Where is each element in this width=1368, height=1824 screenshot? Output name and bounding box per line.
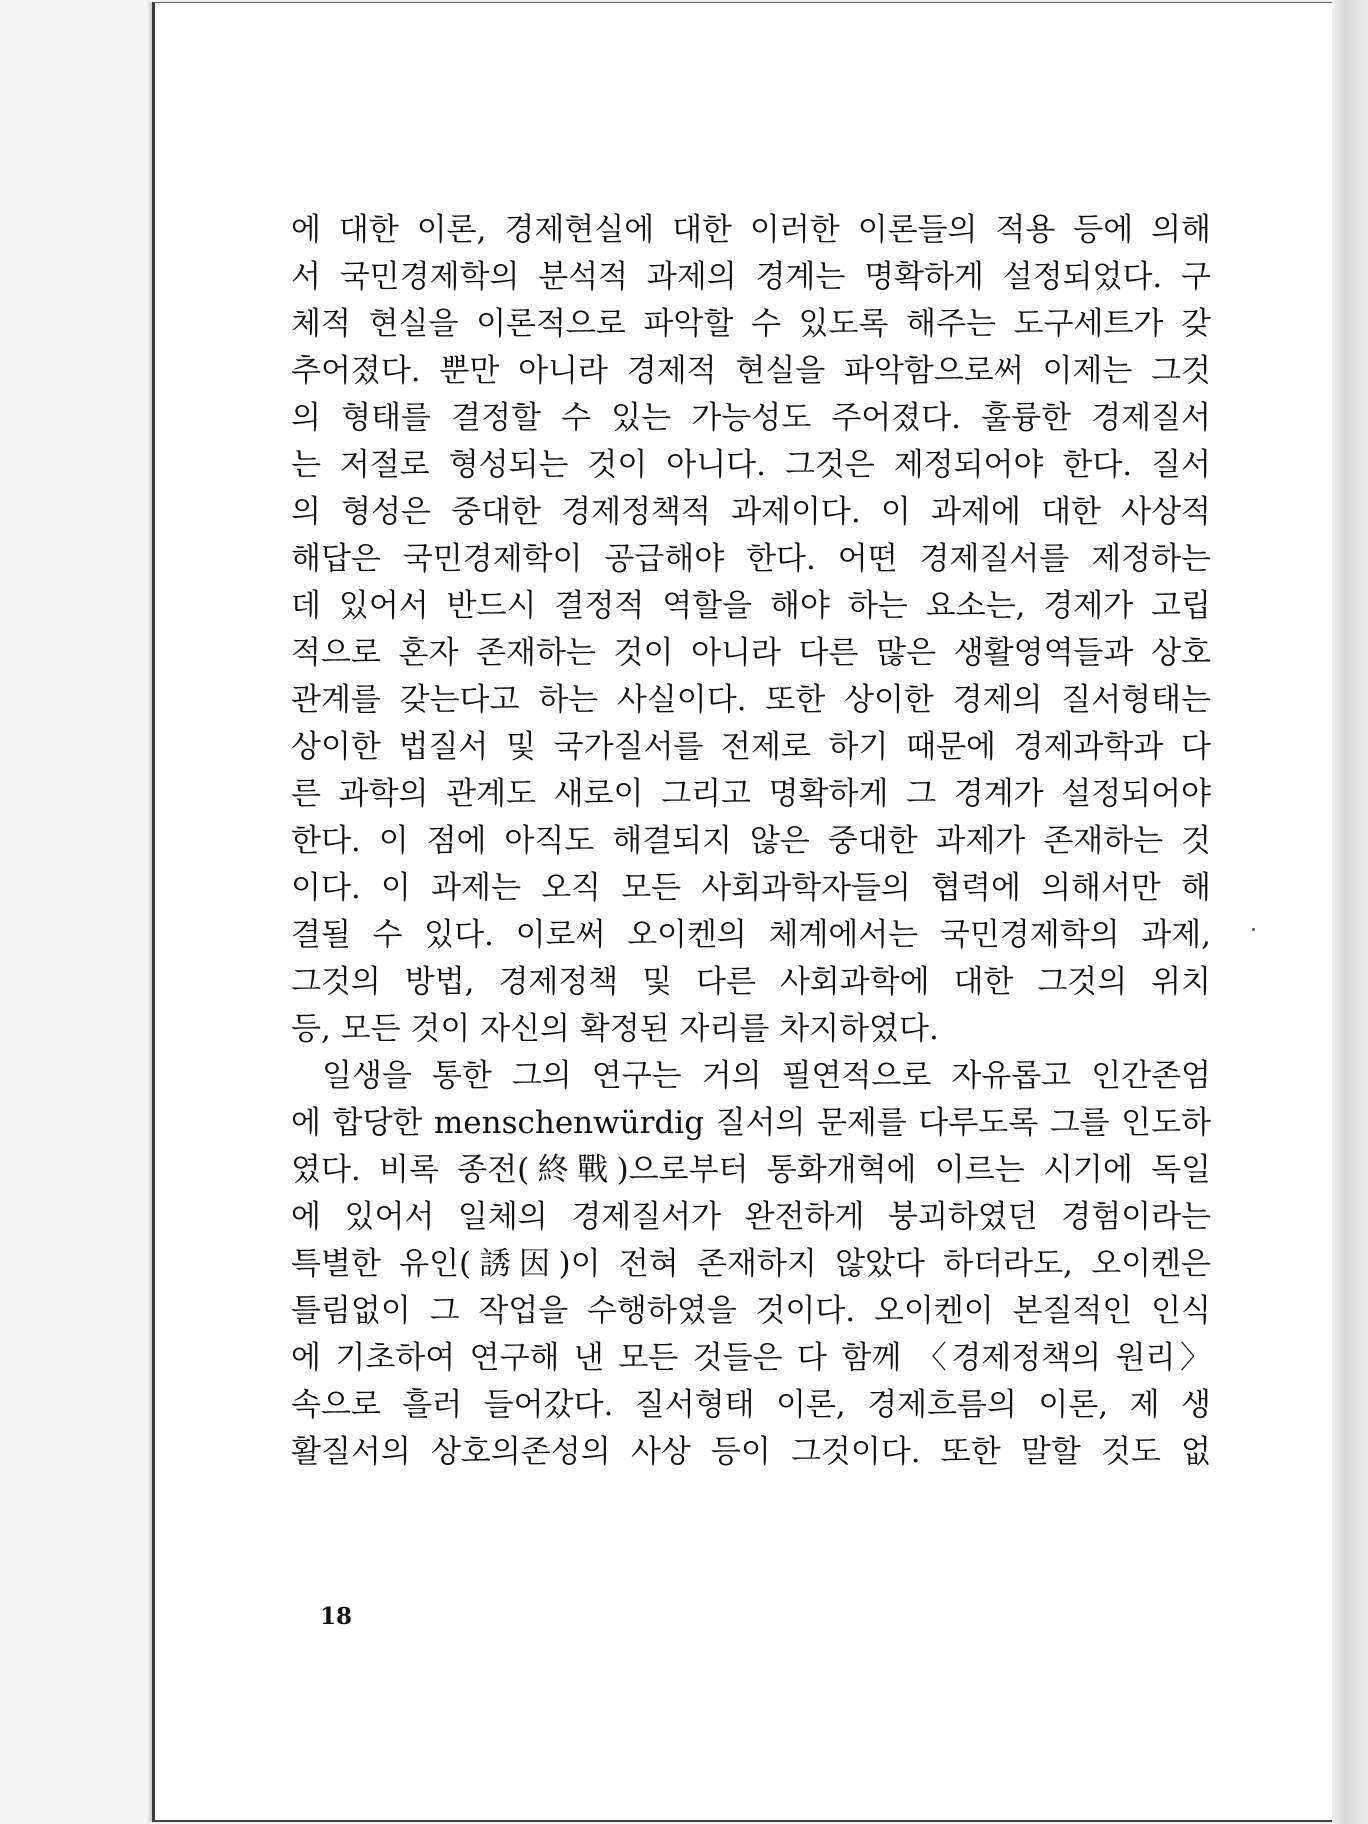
page-body-text <box>291 207 1211 1476</box>
text-line-paragraph-end: 등, 모든 것이 자신의 확정된 자리를 차지하였다. <box>291 1011 939 1047</box>
text-line: 에 기초하여 연구해 낸 모든 것들은 다 함께 〈경제정책의 원리〉 <box>291 1340 1211 1376</box>
text-line-paragraph-start: 일생을 통한 그의 연구는 거의 필연적으로 자유롭고 인간존엄 <box>322 1058 1211 1094</box>
text-line: 에 합당한 menschenwürdig 질서의 문제를 다루도록 그를 인도하 <box>291 1105 1211 1141</box>
text-line: 한다. 이 점에 아직도 해결되지 않은 중대한 과제가 존재하는 것 <box>291 823 1211 859</box>
text-line: 결될 수 있다. 이로써 오이켄의 체계에서는 국민경제학의 과제, <box>291 917 1211 953</box>
text-line: 그것의 방법, 경제정책 및 다른 사회과학에 대한 그것의 위치 <box>291 964 1211 1000</box>
text-line: 해답은 국민경제학이 공급해야 한다. 어떤 경제질서를 제정하는 <box>291 541 1211 577</box>
text-line: 에 있어서 일체의 경제질서가 완전하게 붕괴하였던 경험이라는 <box>291 1199 1211 1235</box>
text-line: 적으로 혼자 존재하는 것이 아니라 다른 많은 생활영역들과 상호 <box>291 635 1211 671</box>
text-line: 상이한 법질서 및 국가질서를 전제로 하기 때문에 경제과학과 다 <box>291 729 1211 765</box>
text-line: 체적 현실을 이론적으로 파악할 수 있도록 해주는 도구세트가 갖 <box>291 306 1211 342</box>
text-line: 추어졌다. 뿐만 아니라 경제적 현실을 파악함으로써 이제는 그것 <box>291 353 1211 389</box>
text-line: 특별한 유인(誘因)이 전혀 존재하지 않았다 하더라도, 오이켄은 <box>291 1246 1211 1282</box>
text-line: 속으로 흘러 들어갔다. 질서형태 이론, 경제흐름의 이론, 제 생 <box>291 1387 1211 1423</box>
text-line: 서 국민경제학의 분석적 과제의 경계는 명확하게 설정되었다. 구 <box>291 259 1211 295</box>
text-line: 이다. 이 과제는 오직 모든 사회과학자들의 협력에 의해서만 해 <box>291 870 1211 906</box>
page-number: 18 <box>320 1603 353 1630</box>
text-line: 는 저절로 형성되는 것이 아니다. 그것은 제정되어야 한다. 질서 <box>291 447 1211 483</box>
text-line: 의 형성은 중대한 경제정책적 과제이다. 이 과제에 대한 사상적 <box>291 494 1211 530</box>
text-line: 틀림없이 그 작업을 수행하였을 것이다. 오이켄이 본질적인 인식 <box>291 1293 1211 1329</box>
text-line: 관계를 갖는다고 하는 사실이다. 또한 상이한 경제의 질서형태는 <box>291 682 1211 718</box>
scan-speck <box>1252 928 1255 931</box>
text-line: 데 있어서 반드시 결정적 역할을 해야 하는 요소는, 경제가 고립 <box>291 588 1211 624</box>
text-line: 에 대한 이론, 경제현실에 대한 이러한 이론들의 적용 등에 의해 <box>291 212 1211 248</box>
text-line: 의 형태를 결정할 수 있는 가능성도 주어졌다. 훌륭한 경제질서 <box>291 400 1211 436</box>
text-line: 였다. 비록 종전(終戰)으로부터 통화개혁에 이르는 시기에 독일 <box>291 1152 1211 1188</box>
text-line: 활질서의 상호의존성의 사상 등이 그것이다. 또한 말할 것도 없 <box>291 1434 1211 1470</box>
text-line: 른 과학의 관계도 새로이 그리고 명확하게 그 경계가 설정되어야 <box>291 776 1211 812</box>
book-page <box>152 2 1332 1822</box>
